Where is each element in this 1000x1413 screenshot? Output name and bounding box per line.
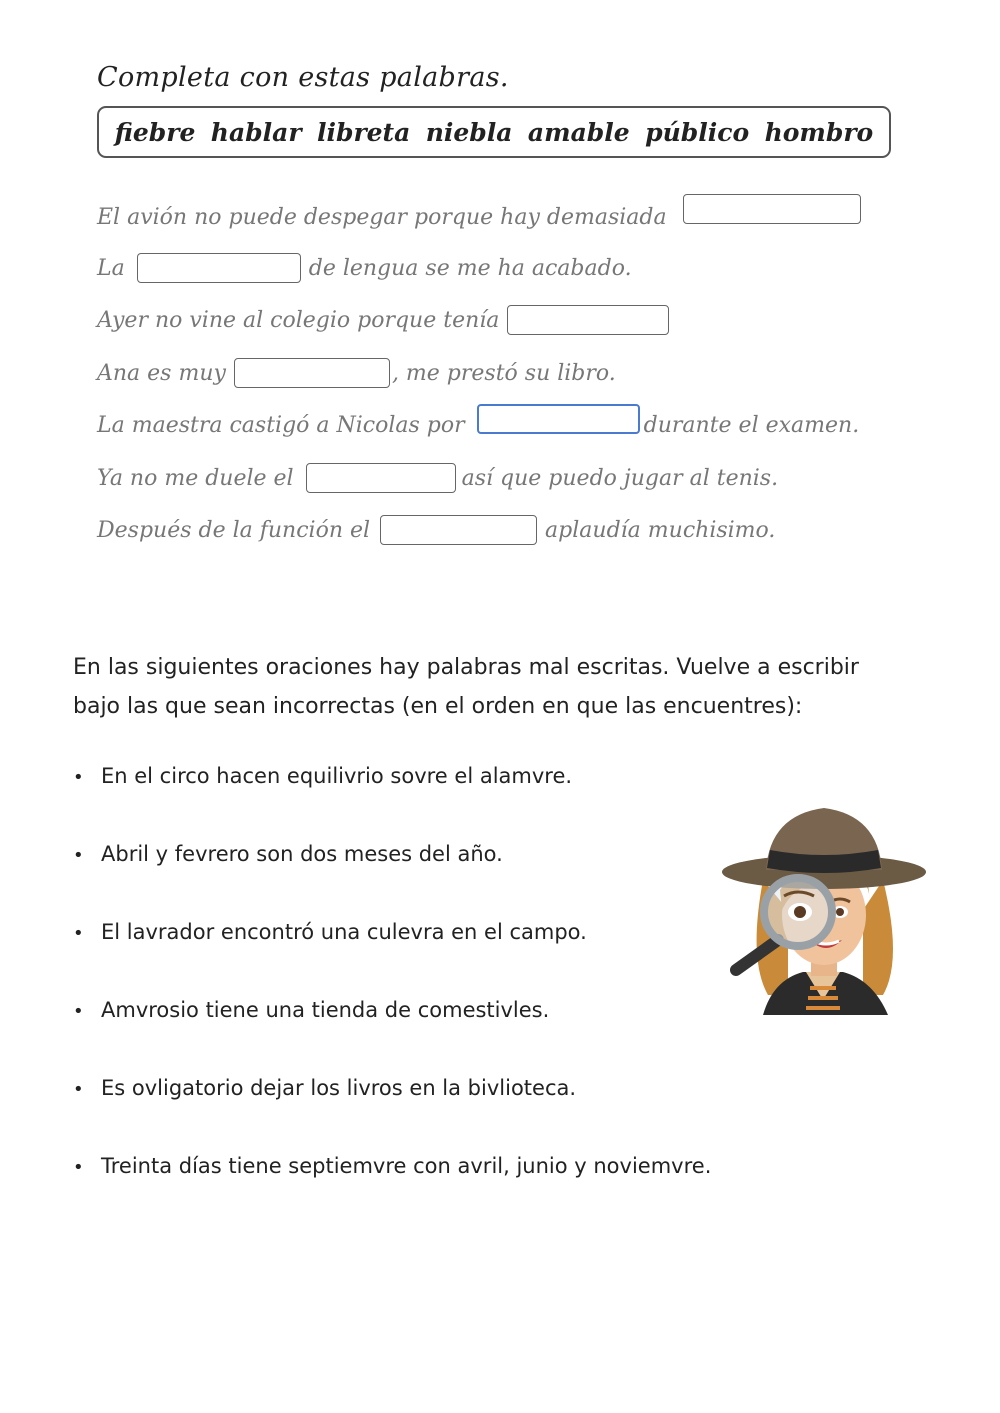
word-bank-item: público <box>645 117 750 147</box>
sentence-text: Ayer no vine al colegio porque tenía <box>97 307 500 333</box>
bullet-icon: • <box>73 1157 84 1178</box>
answer-blank[interactable] <box>234 358 390 388</box>
sentence-line <box>97 513 775 547</box>
list-item <box>73 920 711 998</box>
sentence-text: Ana es muy <box>97 360 226 386</box>
sentence-line <box>97 251 632 285</box>
sentence-text: La maestra castigó a Nicolas por <box>97 412 465 438</box>
list-item <box>73 998 711 1076</box>
word-bank-item: hombro <box>764 117 874 147</box>
list-item-text: En el circo hacen equilivrio sovre el alamvre. <box>101 764 573 788</box>
list-item <box>73 764 711 842</box>
misspelled-sentence-list <box>73 764 711 1232</box>
answer-blank[interactable] <box>380 515 537 545</box>
sentence-text: Después de la función el <box>97 517 371 543</box>
list-item-text: Amvrosio tiene una tienda de comestivles. <box>101 998 550 1022</box>
bullet-icon: • <box>73 845 84 866</box>
sentence-line <box>97 200 865 234</box>
list-item <box>73 1154 711 1232</box>
answer-blank[interactable] <box>137 253 301 283</box>
sentence-text: El avión no puede despegar porque hay demasiada <box>97 204 667 230</box>
bullet-icon: • <box>73 923 84 944</box>
list-item-text: Abril y fevrero son dos meses del año. <box>101 842 503 866</box>
answer-blank[interactable] <box>306 463 456 493</box>
word-bank-item: hablar <box>210 117 302 147</box>
answer-blank[interactable] <box>683 194 861 224</box>
word-bank-item: fiebre <box>114 117 196 147</box>
list-item-text: Es ovligatorio dejar los livros en la bivlioteca. <box>101 1076 577 1100</box>
answer-blank[interactable] <box>507 305 669 335</box>
instructions-text: En las siguientes oraciones hay palabras mal escritas. Vuelve a escribir bajo las que sean incorrectas (en el orden en que las encuentres): <box>73 655 859 719</box>
sentence-text: durante el examen. <box>643 412 860 438</box>
list-item <box>73 842 711 920</box>
sentence-text: aplaudía muchisimo. <box>545 517 776 543</box>
bullet-icon: • <box>73 1079 84 1100</box>
word-bank-item: niebla <box>425 117 513 147</box>
sentence-text: de lengua se me ha acabado. <box>308 255 632 281</box>
sentence-text: La <box>97 255 125 281</box>
list-item-text: Treinta días tiene septiemvre con avril, junio y noviemvre. <box>101 1154 712 1178</box>
detective-avatar-icon <box>718 800 928 1015</box>
sentence-line <box>97 461 778 495</box>
sentence-line <box>97 408 859 442</box>
sentence-text: así que puedo jugar al tenis. <box>461 465 779 491</box>
bullet-icon: • <box>73 767 84 788</box>
word-bank <box>97 106 891 158</box>
word-bank-item: libreta <box>316 117 411 147</box>
bullet-icon: • <box>73 1001 84 1022</box>
sentence-line <box>97 303 673 337</box>
word-bank-item: amable <box>527 117 630 147</box>
exercise-title: Completa con estas palabras. <box>97 62 509 93</box>
sentence-text: Ya no me duele el <box>97 465 294 491</box>
answer-blank-focused[interactable] <box>477 404 640 434</box>
list-item <box>73 1076 711 1154</box>
list-item-text: El lavrador encontró una culevra en el campo. <box>101 920 587 944</box>
sentence-text: , me prestó su libro. <box>391 360 616 386</box>
sentence-line <box>97 356 616 390</box>
